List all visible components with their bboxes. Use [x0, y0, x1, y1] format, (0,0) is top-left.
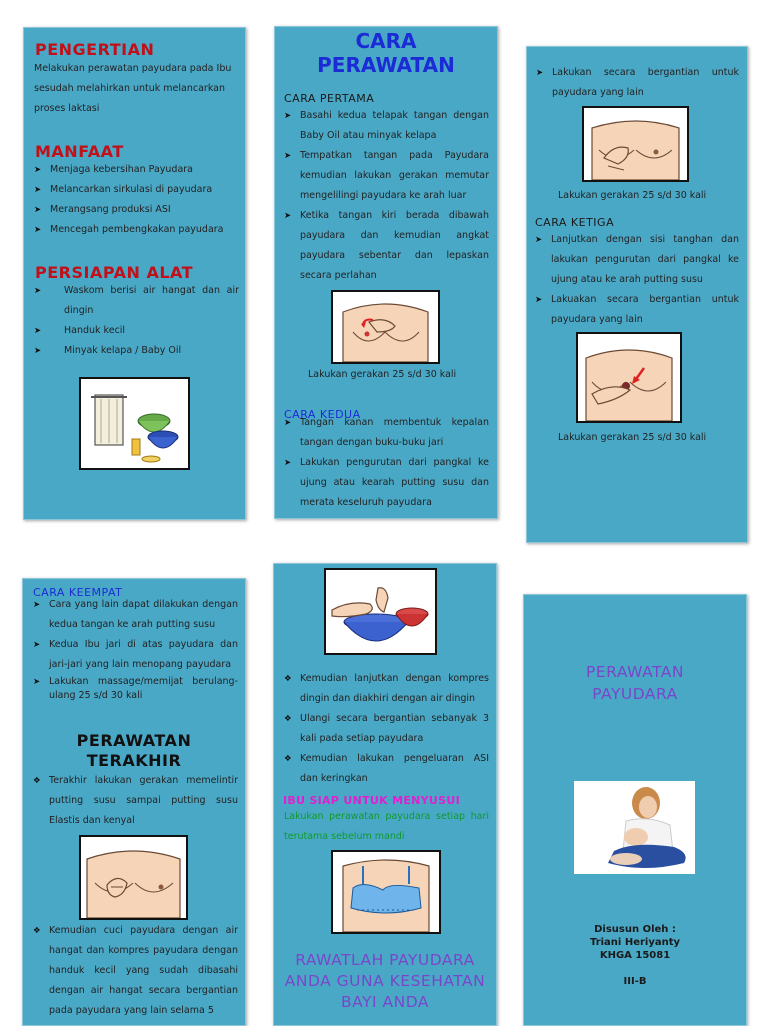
side-hand-massage-illustration [576, 332, 682, 423]
breast-massage-icon [333, 292, 438, 362]
cara-kedua-list [284, 413, 489, 513]
perawatan-harian-text: Lakukan perawatan payudara setiap hari terutama sebelum mandi [284, 811, 489, 842]
washing-bowl-illustration [324, 568, 437, 655]
cara-perawatan-title [275, 29, 497, 77]
persiapan-heading: PERSIAPAN ALAT [35, 263, 194, 282]
panel-cara-keempat [22, 578, 246, 1026]
cover-title [524, 661, 746, 705]
perawatan-terakhir-list-1 [33, 771, 238, 831]
list-item: ❖ Kemudian cuci payudara dengan air hangat dan kompres payudara dengan handuk kecil yang sudah dibasahi dengan air hangat secara bergantian pada payudara yang lain selama 5 [33, 921, 238, 1021]
towel-bowl-oil-icon [81, 379, 188, 468]
title-line: PERAWATAN [76, 731, 192, 750]
list-item-text: Waskom berisi air hangat dan air dingin [64, 285, 239, 316]
disusun-label: Disusun Oleh : [594, 924, 676, 935]
breast-knuckle-icon [584, 108, 687, 180]
list-item-text: Handuk kecil [64, 325, 126, 336]
list-item: ➤ Melancarkan sirkulasi di payudara [34, 180, 239, 200]
list-item: ➤ Lakukan secara bergantian untuk payudara yang lain [536, 63, 739, 103]
cara-keempat-list [33, 595, 238, 703]
list-item: ❖ Ulangi secara bergantian sebanyak 3 kali pada setiap payudara [284, 709, 489, 749]
panel-cara-perawatan [274, 26, 498, 519]
list-item: ➤ Cara yang lain dapat dilakukan dengan kedua tangan ke arah putting susu [33, 595, 238, 635]
credits [524, 923, 746, 988]
list-item: ❖ Kemudian lanjutkan dengan kompres dingin dan diakhiri dengan air dingin [284, 669, 489, 709]
bra-icon [333, 852, 439, 932]
knuckle-massage-illustration [582, 106, 689, 182]
pengertian-heading: PENGERTIAN [35, 40, 155, 59]
caption-gerakan: Lakukan gerakan 25 s/d 30 kali [558, 190, 707, 201]
pengertian-text: Melakukan perawatan payudara pada Ibu sesudah melahirkan untuk melancarkan proses laktasi [34, 63, 232, 114]
list-item [34, 341, 239, 361]
perawatan-terakhir-list-2 [33, 921, 238, 1021]
mother-baby-photo-icon [574, 781, 695, 874]
title-line: TERAKHIR [86, 751, 182, 770]
perawatan-terakhir-title [23, 731, 245, 771]
cara-ketiga-list [535, 230, 739, 330]
author-name: Triani Heriyanty [589, 937, 681, 948]
list-item: ➤ Merangsang produksi ASI [34, 200, 239, 220]
list-item: ➤ Lakukan pengurutan dari pangkal ke ujung atau kearah putting susu dan merata keseluruh payudara [284, 453, 489, 513]
massage-circular-illustration [331, 290, 440, 364]
list-item: ❖ Terakhir lakukan gerakan memelintir putting susu sampai putting susu Elastis dan kenyal [33, 771, 238, 831]
class-label: III-B [623, 976, 647, 987]
persiapan-list [34, 281, 239, 361]
cara-pertama-heading: CARA PERTAMA [284, 92, 375, 105]
student-id: KHGA 15081 [599, 950, 671, 961]
manfaat-list [34, 160, 239, 240]
list-item: ➤ Mencegah pembengkakan payudara [34, 220, 239, 240]
manfaat-heading: MANFAAT [35, 142, 124, 161]
panel-kompres [273, 563, 497, 1026]
nipple-twist-illustration [79, 835, 188, 920]
list-item: ➤ Ketika tangan kiri berada dibawah payudara dan kemudian angkat payudara sebentar dan lepaskan secara perlahan [284, 206, 489, 286]
ibu-siap-heading: IBU SIAP UNTUK MENYUSUI [283, 794, 460, 807]
breast-side-hand-icon [578, 334, 680, 421]
hands-bowl-icon [326, 570, 435, 653]
cara-keempat-heading: CARA KEEMPAT [33, 586, 123, 599]
list-item [34, 281, 239, 321]
tools-illustration [79, 377, 190, 470]
cara-ketiga-heading: CARA KETIGA [535, 216, 615, 229]
title-line: PERAWATAN [586, 663, 684, 681]
list-item: ➤ Menjaga kebersihan Payudara [34, 160, 239, 180]
continuation-list [536, 63, 739, 103]
cara-kedua-heading: CARA KEDUA [284, 408, 361, 421]
kompres-list [284, 669, 489, 789]
title-line: PERAWATAN [317, 53, 455, 77]
list-item: ❖ Kemudian lakukan pengeluaran ASI dan keringkan [284, 749, 489, 789]
list-item: ➤ Lakukan massage/memijat berulang-ulang 25 s/d 30 kali [33, 675, 238, 703]
list-item: ➤ Tangan kanan membentuk kepalan tangan dengan buku-buku jari [284, 413, 489, 453]
cara-pertama-list [284, 106, 489, 286]
list-item [34, 321, 239, 341]
caption-gerakan: Lakukan gerakan 25 s/d 30 kali [558, 432, 707, 443]
nipple-twist-icon [81, 837, 186, 918]
list-item: ➤ Lakuakan secara bergantian untuk payudara yang lain [535, 290, 739, 330]
nursing-bra-illustration [331, 850, 441, 934]
panel-pengertian [23, 27, 246, 520]
title-line: CARA [355, 29, 417, 53]
panel-cara-ketiga [526, 46, 748, 543]
title-line: PAYUDARA [592, 685, 678, 703]
list-item: ➤ Tempatkan tangan pada Payudara kemudian lakukan gerakan memutar mengelilingi payudara ke arah luar [284, 146, 489, 206]
caption-gerakan: Lakukan gerakan 25 s/d 30 kali [308, 369, 457, 380]
panel-cover [523, 594, 747, 1026]
list-item-text: Minyak kelapa / Baby Oil [64, 345, 182, 356]
breastfeeding-photo [574, 781, 695, 874]
list-item: ➤ Basahi kedua telapak tangan dengan Baby Oil atau minyak kelapa [284, 106, 489, 146]
list-item: ➤ Kedua Ibu jari di atas payudara dan jari-jari yang lain menopang payudara [33, 635, 238, 675]
list-item: ➤ Lanjutkan dengan sisi tanghan dan lakukan pengurutan dari pangkal ke ujung atau ke arah putting susu [535, 230, 739, 290]
slogan: RAWATLAH PAYUDARA ANDA GUNA KESEHATAN BAYI ANDA [284, 951, 486, 1011]
